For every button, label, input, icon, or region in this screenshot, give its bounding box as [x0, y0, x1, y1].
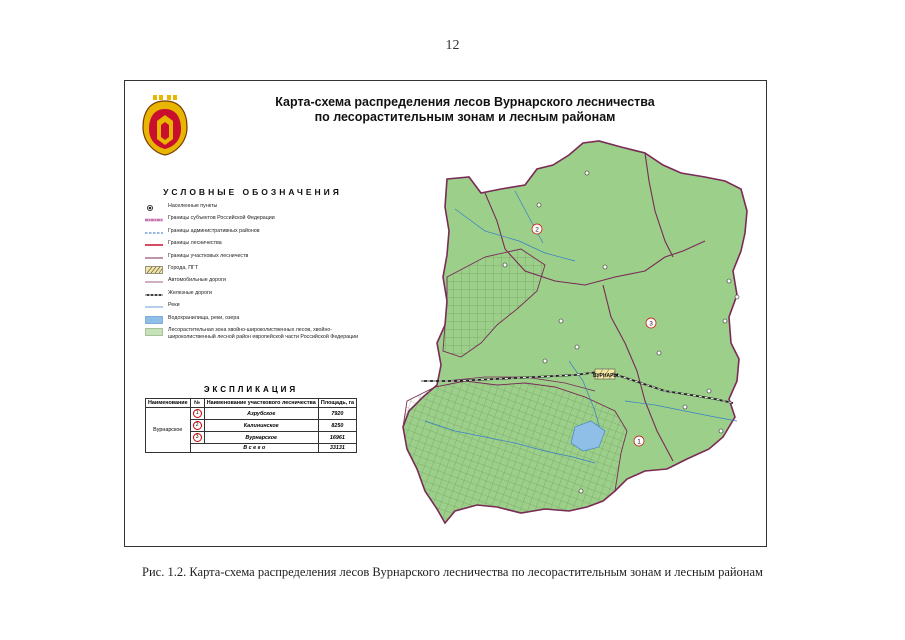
- total-area: 33131: [318, 444, 356, 453]
- district-label: 2: [535, 226, 539, 234]
- table-cell: Азрубское: [204, 408, 318, 420]
- table-cell: 8250: [318, 420, 356, 432]
- legend-label: Реки: [168, 302, 180, 309]
- legend-label: Населенные пункты: [168, 203, 218, 209]
- forestry-name-cell: Вурнарское: [146, 408, 191, 453]
- figure-caption: Рис. 1.2. Карта-схема распределения лесов Вурнарского лесничества по лесорастительным зонам и лесным районам: [142, 565, 763, 579]
- legend-label: Границы лесничества: [168, 240, 222, 247]
- district-number: 3: [193, 433, 202, 442]
- legend-label: Автомобильные дороги: [168, 277, 226, 284]
- legend-label: Границы административных районов: [168, 227, 260, 234]
- table-header: Площадь, га: [318, 399, 356, 408]
- table-cell: Вурнарское: [204, 432, 318, 444]
- district-number: 1: [193, 409, 202, 418]
- district-label: 3: [649, 320, 653, 328]
- legend-title: УСЛОВНЫЕ ОБОЗНАЧЕНИЯ: [163, 187, 342, 197]
- legend-label: Водохранилища, реки, озера: [168, 314, 240, 321]
- page-number: 12: [445, 38, 460, 53]
- table-cell: 7920: [318, 408, 356, 420]
- table-cell: Калининское: [204, 420, 318, 432]
- legend-label: Лесорастительная зона хвойно-широколиственных лесов, хвойно-широколиственный лесной район европейской части Российской Федерации: [168, 326, 359, 341]
- district-number: 2: [193, 421, 202, 430]
- legend-label: Границы участковых лесничеств: [168, 252, 249, 259]
- map-title-line1: Карта-схема распределения лесов Вурнарского лесничества: [275, 95, 655, 109]
- legend-label: Города, ПГТ: [168, 264, 199, 271]
- table-header: Наименование: [146, 399, 191, 408]
- explication-title: ЭКСПЛИКАЦИЯ: [203, 385, 299, 394]
- town-label: ВУРНАРЫ: [593, 373, 619, 379]
- legend-label: Железные дороги: [168, 289, 212, 296]
- total-label: В с е г о: [190, 444, 318, 453]
- legend-label: Границы субъектов Российской Федерации: [168, 215, 275, 222]
- map-frame: [124, 80, 767, 547]
- map-title-line2: по лесорастительным зонам и лесным районам: [314, 110, 616, 124]
- table-header: №: [190, 399, 204, 408]
- forestry-map: [125, 81, 765, 546]
- table-cell: 16961: [318, 432, 356, 444]
- district-label: 1: [637, 438, 641, 446]
- table-header: Наименование участкового лесничества: [204, 399, 318, 408]
